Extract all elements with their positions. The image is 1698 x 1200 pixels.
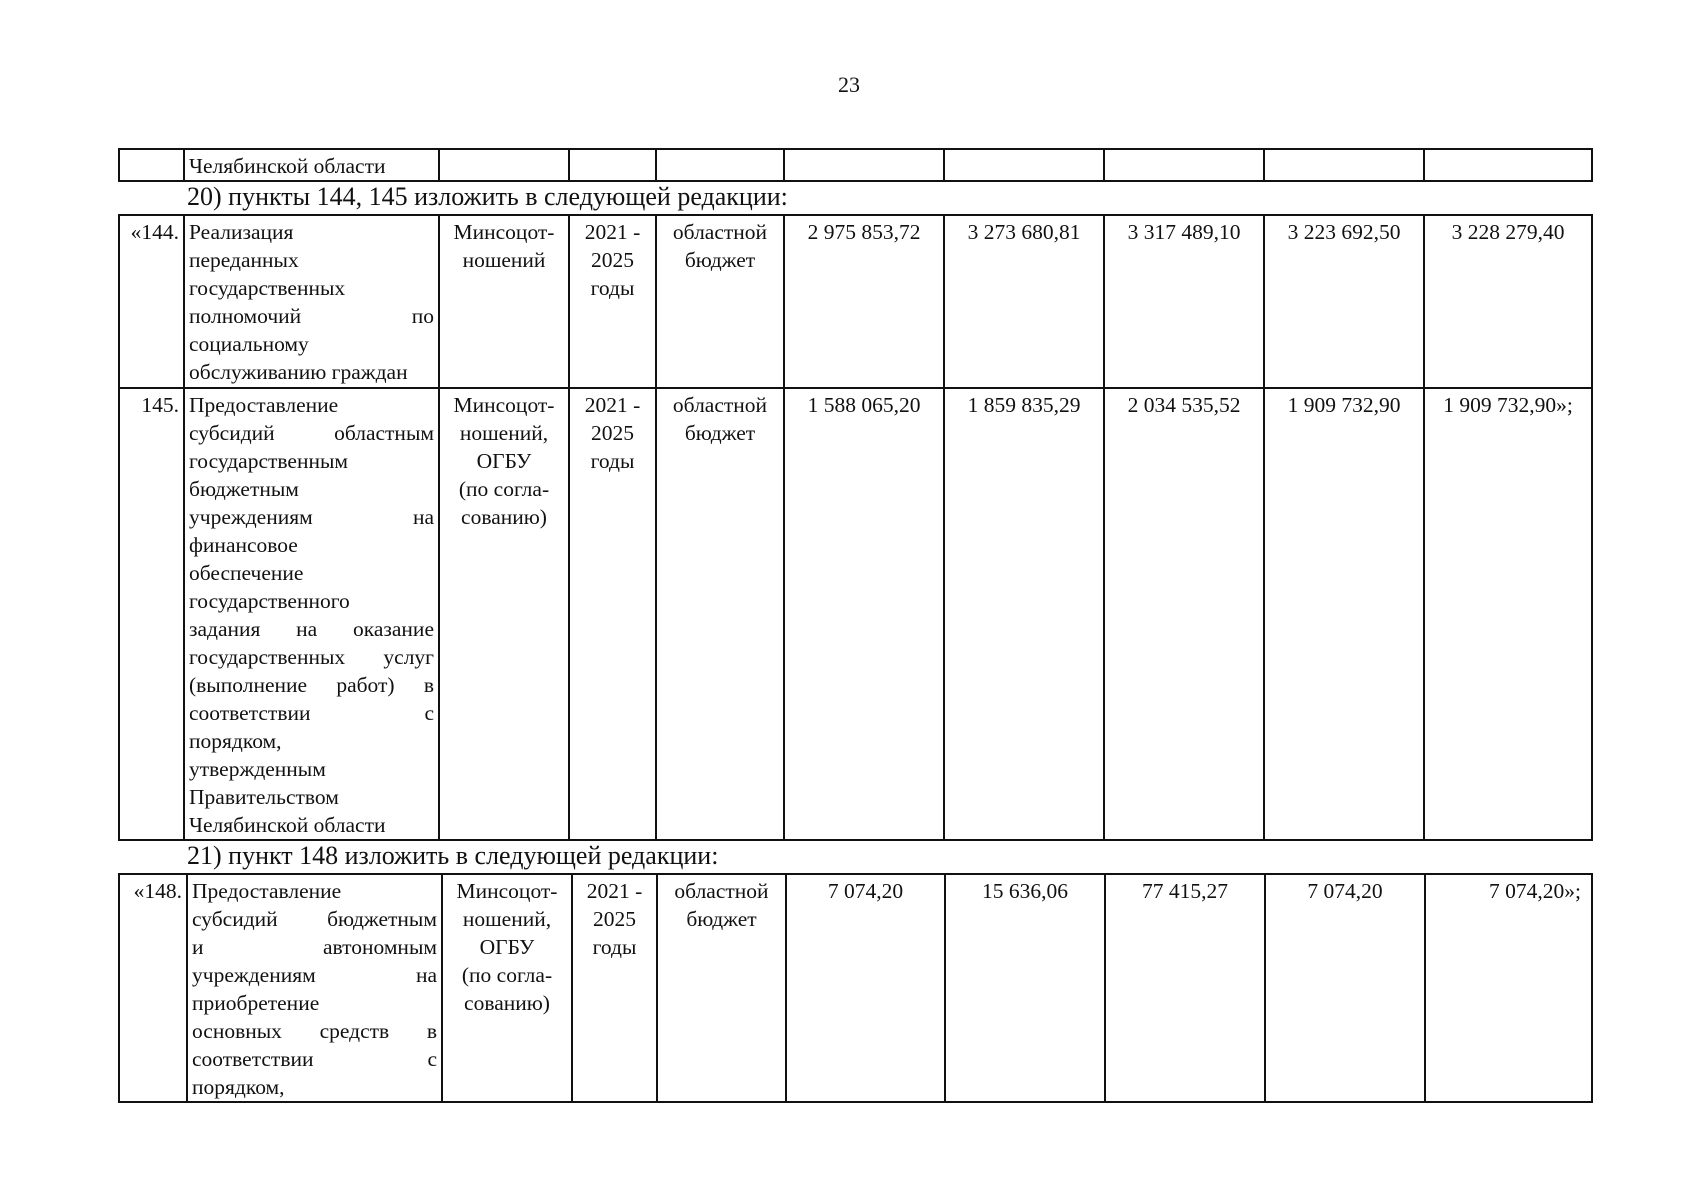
table-row (119, 388, 1592, 840)
name-line: бюджетным (189, 477, 299, 501)
executor-cell: Минсоцот- ношений, ОГБУ (по согла- сованию) (442, 874, 572, 1102)
name-line: Предоставление (189, 393, 339, 417)
table-row (119, 874, 1592, 1102)
value-cell: 15 636,06 (945, 874, 1105, 1102)
period-cell: 2021 - 2025 годы (572, 874, 657, 1102)
table-row (119, 215, 1592, 388)
name-line: и автономным (192, 935, 437, 959)
value-cell: 77 415,27 (1105, 874, 1265, 1102)
source-cell: областной бюджет (657, 874, 786, 1102)
value-cell (944, 149, 1104, 181)
source-cell: областной бюджет (656, 388, 784, 840)
source-cell (656, 149, 784, 181)
executor-cell: Минсоцот- ношений, ОГБУ (по согла- сованию) (439, 388, 569, 840)
name-line: государственных услуг (189, 645, 434, 669)
name-line: утвержденным (189, 757, 326, 781)
row-name-cell (184, 388, 439, 840)
name-line: обеспечение (189, 561, 304, 585)
table-row (119, 149, 1592, 181)
value-cell: 2 975 853,72 (784, 215, 944, 388)
name-line: соответствии с (189, 701, 434, 725)
row-name-cell (187, 874, 442, 1102)
value-cell: 3 223 692,50 (1264, 215, 1424, 388)
value-cell: 1 588 065,20 (784, 388, 944, 840)
name-line: субсидий областным (189, 421, 434, 445)
value-cell (1264, 149, 1424, 181)
value-cell: 2 034 535,52 (1104, 388, 1264, 840)
row-number-cell: «144. (119, 215, 184, 388)
value-cell: 7 074,20»; (1425, 874, 1592, 1102)
row-number-cell: «148. (119, 874, 187, 1102)
name-line: полномочий по (189, 304, 434, 328)
name-line: задания на оказание (189, 617, 434, 641)
name-line: финансовое (189, 533, 298, 557)
name-line: порядком, (189, 729, 282, 753)
value-cell: 1 859 835,29 (944, 388, 1104, 840)
executor-cell (439, 149, 569, 181)
value-cell: 3 228 279,40 (1424, 215, 1592, 388)
row-name-text: Челябинской области (189, 154, 386, 178)
row-number-cell: 145. (119, 388, 184, 840)
top-continuation-table (118, 148, 1593, 182)
row-name-cell (184, 149, 439, 181)
name-line: (выполнение работ) в (189, 673, 434, 697)
value-cell: 7 074,20 (1265, 874, 1425, 1102)
name-line: учреждениям на (189, 505, 434, 529)
name-line: Правительством (189, 785, 339, 809)
row-number-cell (119, 149, 184, 181)
name-line: Предоставление (192, 879, 342, 903)
section-heading-20: 20) пункты 144, 145 изложить в следующей редакции: (187, 182, 788, 211)
source-cell: областной бюджет (656, 215, 784, 388)
name-line: государственным (189, 449, 349, 473)
value-cell: 3 317 489,10 (1104, 215, 1264, 388)
period-cell: 2021 - 2025 годы (569, 215, 656, 388)
section-20-table (118, 214, 1593, 841)
period-cell: 2021 - 2025 годы (569, 388, 656, 840)
name-line: учреждениям на (192, 963, 437, 987)
name-line: социальному (189, 332, 309, 356)
name-line: государственных (189, 276, 346, 300)
page-number: 23 (838, 72, 860, 97)
value-cell (784, 149, 944, 181)
value-cell: 3 273 680,81 (944, 215, 1104, 388)
row-name-cell (184, 215, 439, 388)
section-heading-21: 21) пункт 148 изложить в следующей редакции: (187, 841, 719, 870)
value-cell: 1 909 732,90»; (1424, 388, 1592, 840)
executor-cell: Минсоцот- ношений (439, 215, 569, 388)
value-cell: 7 074,20 (786, 874, 945, 1102)
section-21-table (118, 873, 1593, 1103)
value-cell (1104, 149, 1264, 181)
name-line: субсидий бюджетным (192, 907, 437, 931)
value-cell: 1 909 732,90 (1264, 388, 1424, 840)
name-line: порядком, (192, 1075, 285, 1099)
name-line: соответствии с (192, 1047, 437, 1071)
period-cell (569, 149, 656, 181)
value-cell (1424, 149, 1592, 181)
name-line: переданных (189, 248, 299, 272)
name-line: Челябинской области (189, 813, 386, 837)
name-line: Реализация (189, 220, 294, 244)
name-line: обслуживанию граждан (189, 360, 408, 384)
name-line: приобретение (192, 991, 320, 1015)
name-line: государственного (189, 589, 350, 613)
name-line: основных средств в (192, 1019, 437, 1043)
